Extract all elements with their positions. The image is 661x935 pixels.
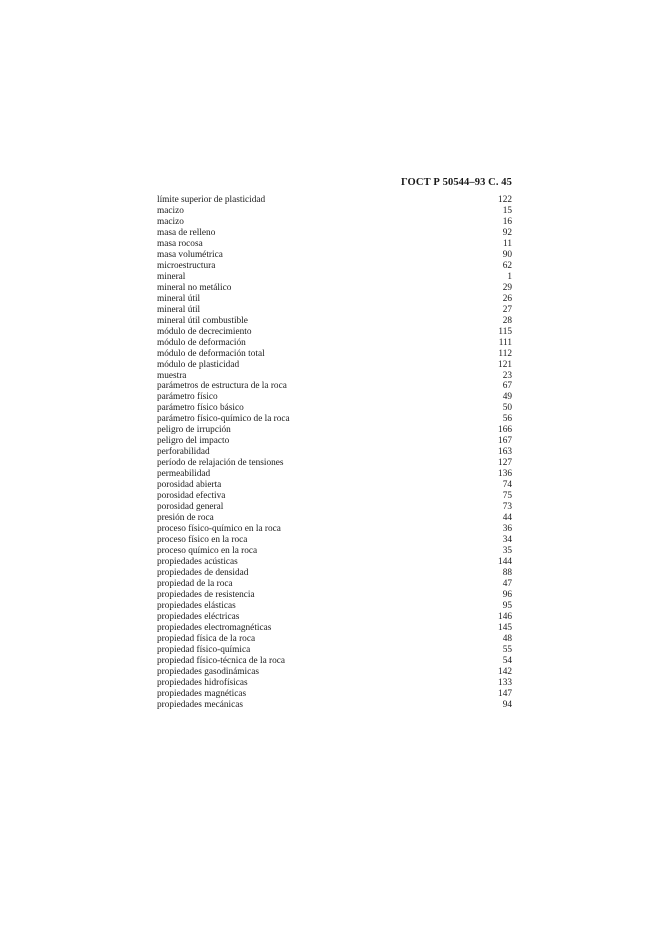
- index-entry: [157, 206, 512, 217]
- index-entry: [157, 634, 512, 645]
- index-term: porosidad efectiva: [157, 491, 226, 502]
- index-page-number: 26: [502, 293, 512, 304]
- index-page-number: 49: [502, 392, 512, 403]
- index-page-number: 75: [502, 491, 512, 502]
- index-entry: [157, 294, 512, 305]
- index-entry: [157, 700, 512, 711]
- page-header: ГОСТ Р 50544–93 С. 45: [400, 177, 512, 188]
- index-term: módulo de plasticidad: [157, 359, 240, 370]
- index-entry: [157, 392, 512, 403]
- index-page-number: 15: [502, 205, 512, 216]
- index-entry: [157, 557, 512, 568]
- index-entry: [157, 491, 512, 502]
- index-term: propiedades acústicas: [157, 556, 238, 567]
- index-entry: [157, 623, 512, 634]
- index-page-number: 11: [503, 238, 512, 249]
- index-entry: [157, 601, 512, 612]
- index-entry: [157, 502, 512, 513]
- index-entry: [157, 195, 512, 206]
- index-entry: [157, 689, 512, 700]
- index-entry: [157, 425, 512, 436]
- index-entry: [157, 239, 512, 250]
- index-page-number: 133: [498, 677, 512, 688]
- index-page-number: 16: [502, 216, 512, 227]
- index-page-number: 121: [498, 359, 512, 370]
- index-page-number: 36: [502, 524, 512, 535]
- index-entry: [157, 403, 512, 414]
- index-term: propiedad físico-técnica de la roca: [157, 655, 286, 666]
- index-term: propiedades mecánicas: [157, 699, 243, 710]
- index-entry: [157, 316, 512, 327]
- index-term: porosidad abierta: [157, 480, 222, 491]
- index-page-number: 62: [502, 260, 512, 271]
- index-term: permeabilidad: [157, 469, 211, 480]
- index-term: propiedades eléctricas: [157, 611, 240, 622]
- index-term: parámetro físico básico: [157, 403, 244, 414]
- index-entry: [157, 513, 512, 524]
- index-entry: [157, 272, 512, 283]
- index-entry: [157, 381, 512, 392]
- index-page-number: 56: [502, 414, 512, 425]
- index-term: mineral: [157, 271, 186, 282]
- index-term: módulo de deformación total: [157, 348, 265, 359]
- index-entry: [157, 261, 512, 272]
- index-page-number: 122: [498, 195, 512, 205]
- index-term: propiedades elásticas: [157, 600, 236, 611]
- index-entry: [157, 612, 512, 623]
- index-term: mineral útil: [157, 304, 201, 315]
- index-term: mineral no metálico: [157, 282, 232, 293]
- index-page-number: 144: [498, 556, 512, 567]
- index-entry: [157, 458, 512, 469]
- index-term: propiedades magnéticas: [157, 688, 247, 699]
- index-entry: [157, 678, 512, 689]
- index-term: propiedad físico-química: [157, 644, 251, 655]
- index-page-number: 73: [502, 502, 512, 513]
- index-entry: [157, 469, 512, 480]
- index-page-number: 112: [498, 348, 512, 359]
- index-term: parámetro físico: [157, 392, 218, 403]
- index-entry: [157, 447, 512, 458]
- index-entry: [157, 217, 512, 228]
- index-page-number: 50: [502, 403, 512, 414]
- index-entry: [157, 667, 512, 678]
- index-entry: [157, 645, 512, 656]
- index-page-number: 96: [502, 589, 512, 600]
- index-term: mineral útil: [157, 293, 201, 304]
- index-entry: [157, 228, 512, 239]
- index-term: parámetros de estructura de la roca: [157, 381, 287, 392]
- index-term: período de relajación de tensiones: [157, 458, 284, 469]
- index-page-number: 92: [502, 227, 512, 238]
- index-entry: [157, 414, 512, 425]
- index-term: propiedades hidrofísicas: [157, 677, 248, 688]
- index-entry: [157, 480, 512, 491]
- index-term: microestructura: [157, 260, 216, 271]
- index-page-number: 146: [498, 611, 512, 622]
- index-term: macizo: [157, 205, 184, 216]
- index-page-number: 44: [502, 513, 512, 524]
- index-page-number: 136: [498, 469, 512, 480]
- index-term: proceso químico en la roca: [157, 546, 258, 556]
- index-page-number: 147: [498, 688, 512, 699]
- index-entry: [157, 360, 512, 371]
- index-entry: [157, 579, 512, 590]
- index-page-number: 88: [502, 567, 512, 578]
- index-page-number: 23: [502, 370, 512, 381]
- index-term: perforabilidad: [157, 447, 210, 458]
- index-page-number: 35: [502, 546, 512, 556]
- index-page-number: 67: [502, 381, 512, 392]
- index-entry: [157, 546, 512, 557]
- index-page-number: 167: [498, 436, 512, 447]
- index-entry: [157, 338, 512, 349]
- index-entry: [157, 283, 512, 294]
- index-entry: [157, 656, 512, 667]
- index-term: propiedades gasodinámicas: [157, 666, 259, 677]
- index-page-number: 111: [498, 337, 512, 348]
- index-page-number: 47: [502, 578, 512, 589]
- index-term: propiedades electromagnéticas: [157, 622, 272, 633]
- index-entry: [157, 535, 512, 546]
- index-page-number: 127: [498, 458, 512, 469]
- index-page-number: 27: [502, 304, 512, 315]
- index-term: propiedades de densidad: [157, 567, 249, 578]
- index-term: masa de relleno: [157, 227, 216, 238]
- index-entry: [157, 371, 512, 382]
- index-page-number: 115: [498, 326, 512, 337]
- index-entry: [157, 305, 512, 316]
- index-term: masa volumétrica: [157, 249, 223, 260]
- index-term: parámetro físico-químico de la roca: [157, 414, 290, 425]
- index-page-number: 74: [502, 480, 512, 491]
- index-term: propiedad de la roca: [157, 578, 233, 589]
- index-term: muestra: [157, 370, 187, 381]
- index-page-number: 94: [502, 699, 512, 710]
- index-term: proceso físico-químico en la roca: [157, 524, 281, 535]
- index-term: propiedades de resistencia: [157, 589, 255, 600]
- index-page-number: 28: [502, 315, 512, 326]
- index-entry: [157, 250, 512, 261]
- index-page-number: 163: [498, 447, 512, 458]
- index-entry: [157, 436, 512, 447]
- index-term: límite superior de plasticidad: [157, 195, 266, 205]
- index-entry: [157, 590, 512, 601]
- index-entry: [157, 524, 512, 535]
- index-term: peligro del impacto: [157, 436, 230, 447]
- index-term: módulo de decrecimiento: [157, 326, 252, 337]
- index-page-number: 29: [502, 282, 512, 293]
- index-term: masa rocosa: [157, 238, 203, 249]
- index-page-number: 145: [498, 622, 512, 633]
- index-page-number: 48: [502, 633, 512, 644]
- index-term: mineral útil combustible: [157, 315, 248, 326]
- index-entry: [157, 349, 512, 360]
- index-page-number: 90: [502, 249, 512, 260]
- index-term: peligro de irrupción: [157, 425, 231, 436]
- index-entry: [157, 568, 512, 579]
- index-entry: [157, 327, 512, 338]
- index-page-number: 142: [498, 666, 512, 677]
- index-page-number: 95: [502, 600, 512, 611]
- index-page-number: 55: [502, 644, 512, 655]
- index-term: porosidad general: [157, 502, 224, 513]
- index-term: presión de roca: [157, 513, 214, 524]
- index-term: propiedad física de la roca: [157, 633, 256, 644]
- index-term: macizo: [157, 216, 184, 227]
- index-term: módulo de deformación: [157, 337, 246, 348]
- index-page-number: 34: [502, 535, 512, 546]
- index-page-number: 166: [498, 425, 512, 436]
- index-page-number: 1: [507, 271, 512, 282]
- index-term: proceso físico en la roca: [157, 535, 248, 546]
- term-index: [157, 195, 512, 711]
- index-page-number: 54: [502, 655, 512, 666]
